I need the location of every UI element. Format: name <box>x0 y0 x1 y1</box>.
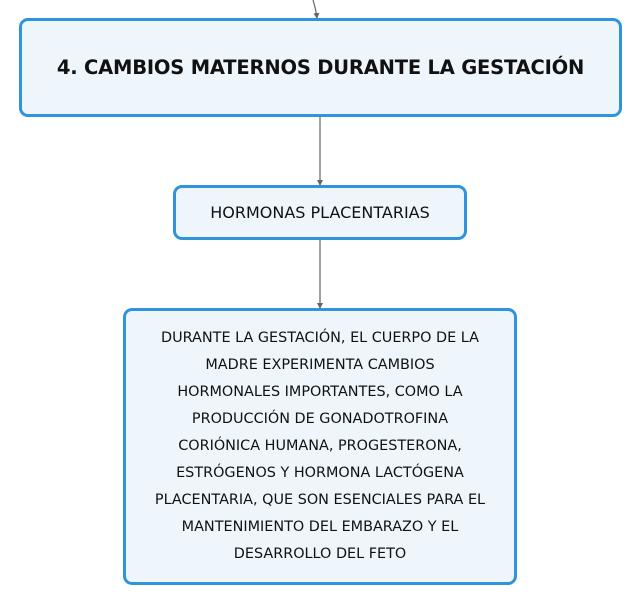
subtopic-node-hormonas[interactable] <box>173 185 467 240</box>
subtopic-label: HORMONAS PLACENTARIAS <box>210 203 430 222</box>
incoming-connector <box>313 0 317 18</box>
description-text: DURANTE LA GESTACIÓN, EL CUERPO DE LA MADRE EXPERIMENTA CAMBIOS HORMONALES IMPORTANTES, COMO LA PRODUCCIÓN DE GONADOTROFINA CORIÓNICA HUMANA, PROGESTERONA, ESTRÓGENOS Y HORMONA LACTÓGENA PLACENTARIA, QUE SON ESENCIALES PARA EL MANTENIMIENTO DEL EMBARAZO Y EL DESARROLLO DEL FETO <box>154 330 486 562</box>
main-topic-node[interactable] <box>19 18 622 117</box>
main-topic-title: 4. CAMBIOS MATERNOS DURANTE LA GESTACIÓN <box>56 56 585 79</box>
description-node[interactable] <box>123 308 517 585</box>
